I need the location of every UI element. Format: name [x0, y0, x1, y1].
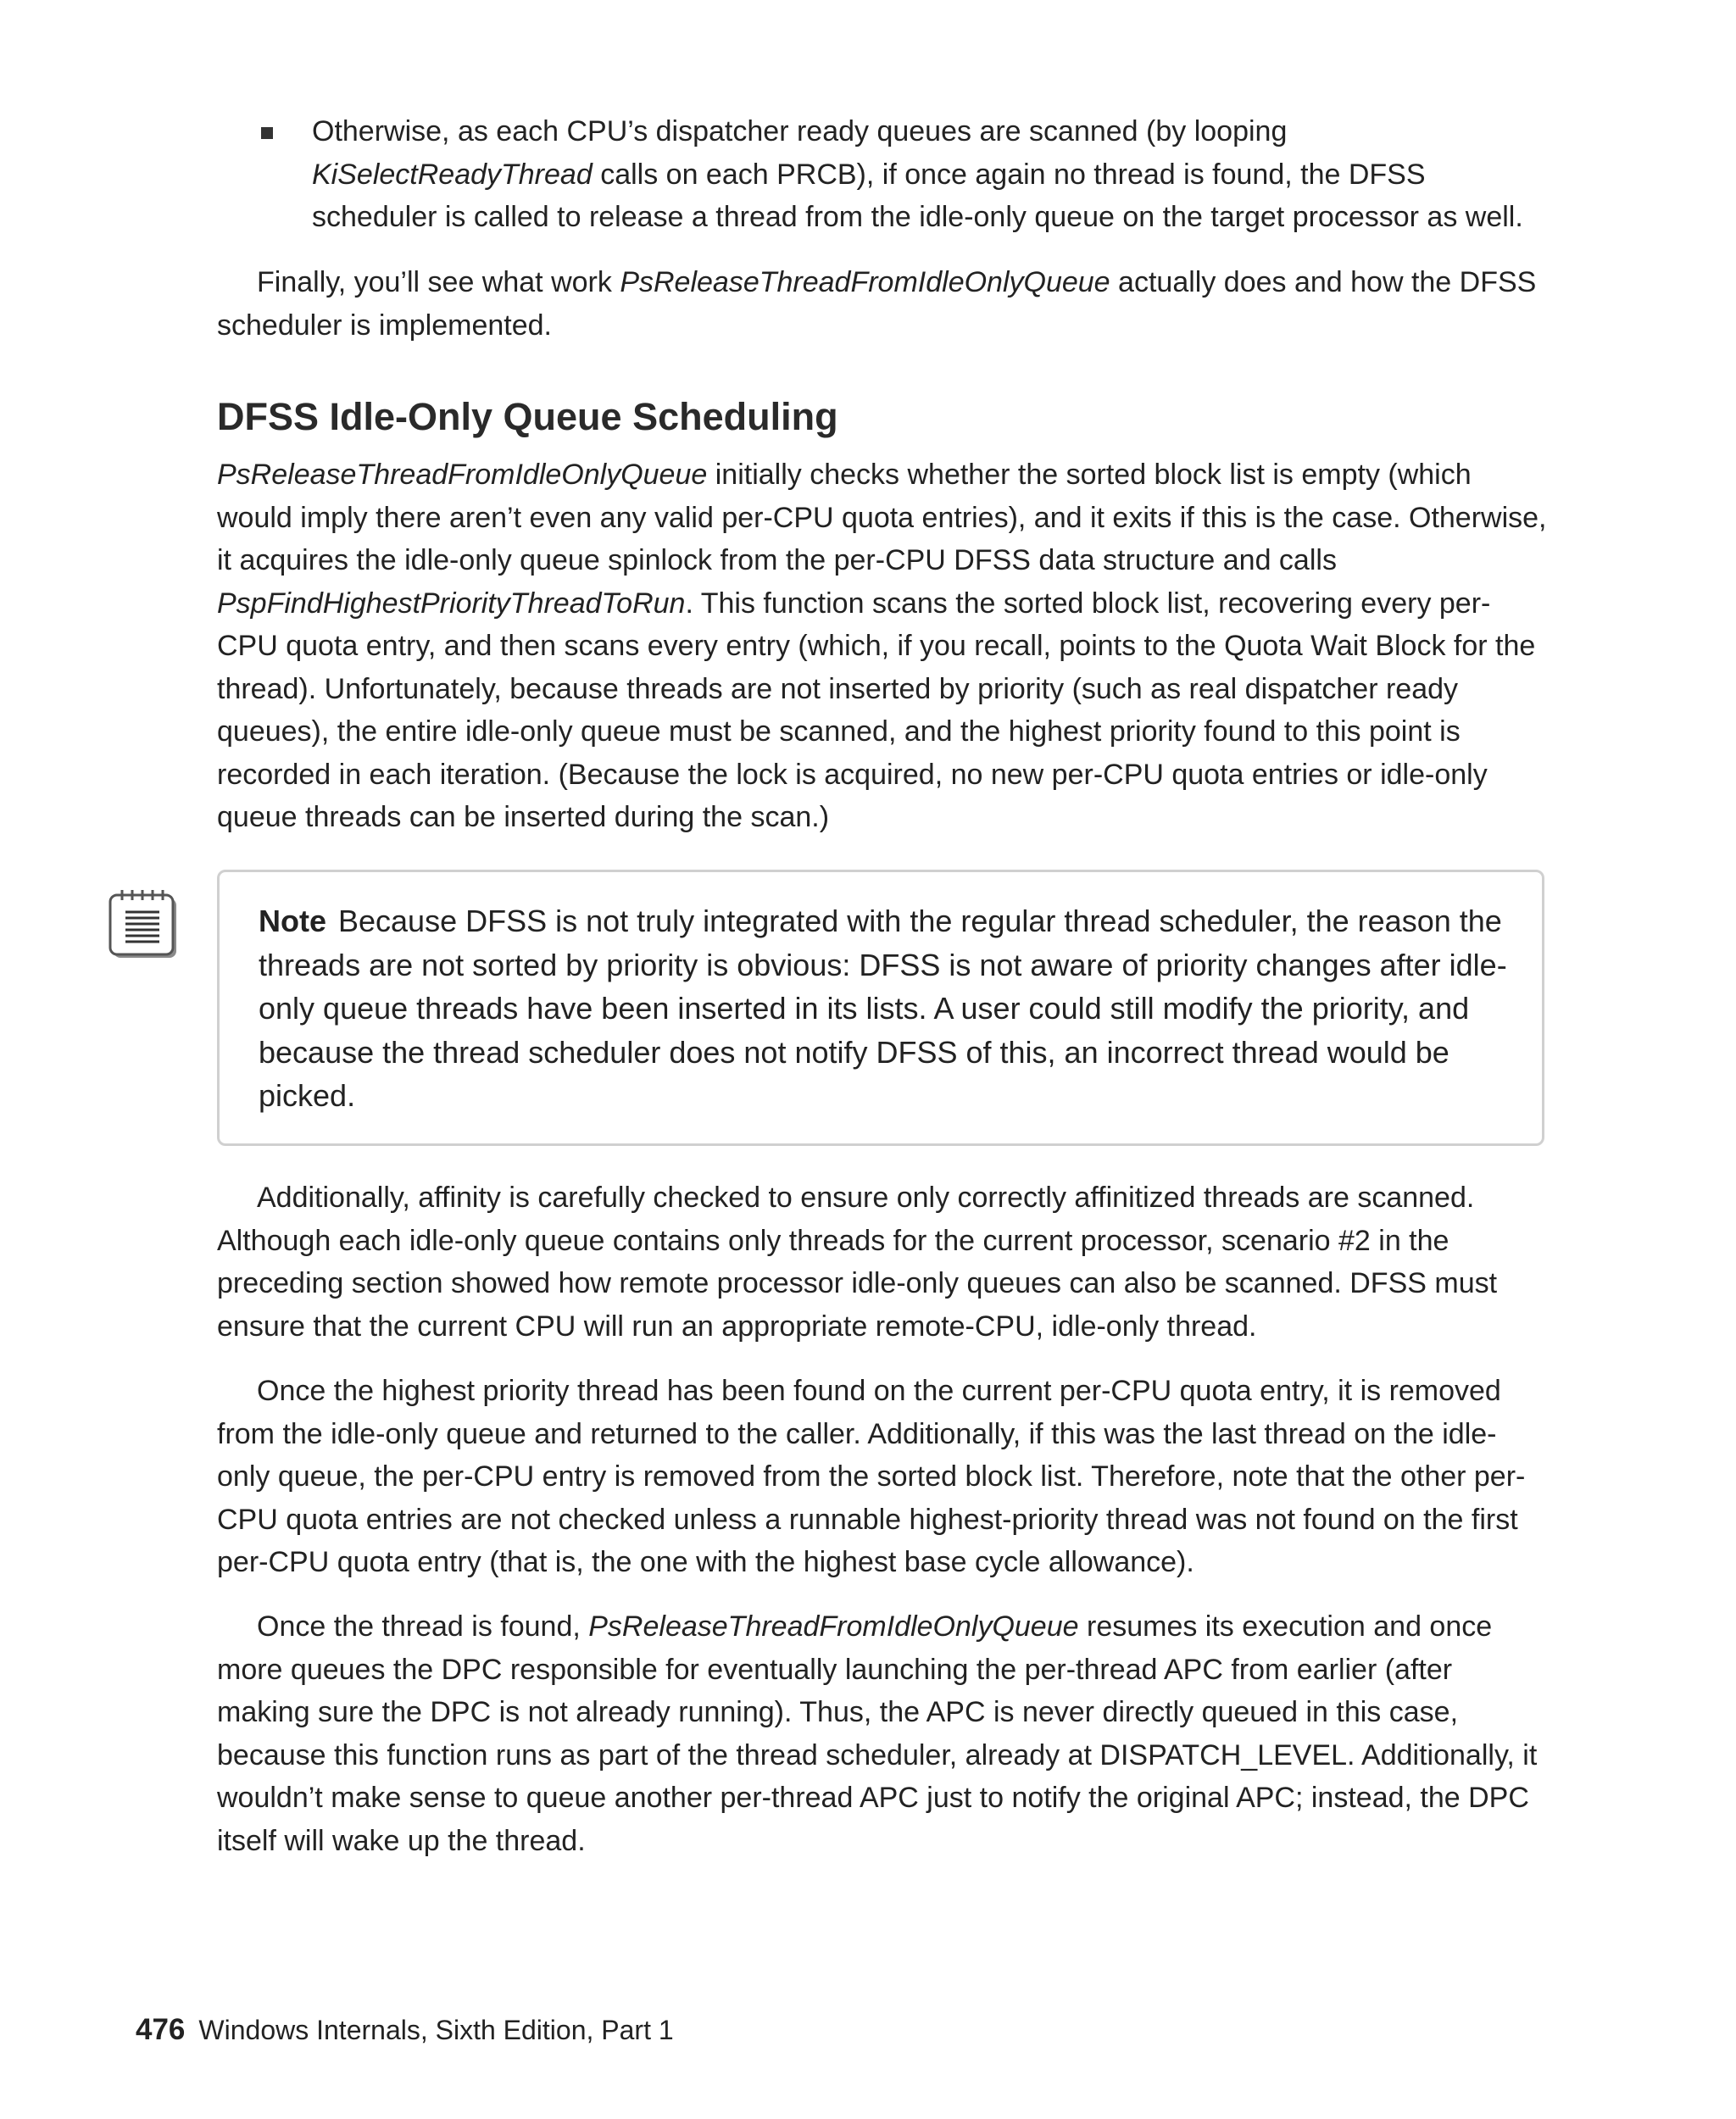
function-name: PsReleaseThreadFromIdleOnlyQueue — [217, 459, 708, 491]
note-body: Because DFSS is not truly integrated with the regular thread scheduler, the reason the threads are not sorted by priority is obvious: DFSS is not aware of priority changes after idle-only queue threads have been inserted in its lists. A user could still modify the priority, and because the thread scheduler does not notify DFSS of this, an incorrect thread would be picked. — [259, 904, 1507, 1113]
paragraph-once-highest: Once the highest priority thread has been found on the current per-CPU quota entry, it is removed from the idle-only queue and returned to the caller. Additionally, if this was the last thread on the idle-only queue, the per-CPU entry is removed from the sorted block list. Therefore, note that the other per-CPU quota entries are not checked unless a runnable highest-priority thread was not found on the first per-CPU quota entry (that is, the one with the highest base cycle allowance). — [217, 1375, 1526, 1578]
page-footer — [136, 2009, 674, 2051]
bullet-list-item — [217, 110, 1548, 239]
note-label: Note — [259, 904, 326, 938]
bullet-text — [312, 110, 1548, 239]
function-name: PsReleaseThreadFromIdleOnlyQueue — [620, 266, 1110, 298]
paragraph-text: initially checks whether the sorted block list is empty (which would imply there aren’t even any valid per-CPU quota entries), and it exits if this is the case. Otherwise, it acquires the idle-only queue spinlock from the per-CPU DFSS data structure and calls — [217, 459, 1547, 576]
paragraph-section-intro — [217, 453, 1548, 839]
square-bullet-icon — [261, 127, 273, 139]
note-box — [217, 870, 1544, 1146]
paragraph-once-found — [217, 1605, 1548, 1862]
paragraph-text: resumes its execution and once more queues the DPC responsible for eventually launching the per-thread APC from earlier (after making sure the DPC is not already running). Thus, the APC is never directly queued in this case, because this function runs as part of the thread scheduler, already at DISPATCH_LEVEL. Additionally, it wouldn’t make sense to queue another per-thread APC just to notify the original APC; instead, the DPC itself will wake up the thread. — [217, 1610, 1538, 1857]
function-name: PspFindHighestPriorityThreadToRun — [217, 587, 686, 620]
page-number: 476 — [136, 2013, 186, 2046]
bullet-text-post: calls on each PRCB), if once again no thread is found, the DFSS scheduler is called to release a thread from the idle-only queue on the target processor as well. — [312, 158, 1523, 233]
note-text — [259, 899, 1513, 1118]
paragraph-affinity: Additionally, affinity is carefully checked to ensure only correctly affinitized threads are scanned. Although each idle-only queue contains only threads for the current processor, scenario #2 in the preceding section showed how remote processor idle-only queues can also be scanned. DFSS must ensure that the current CPU will run an appropriate remote-CPU, idle-only thread. — [217, 1182, 1498, 1343]
note-icon — [108, 888, 180, 961]
bullet-function-name: KiSelectReadyThread — [312, 158, 593, 191]
paragraph-text: Finally, you’ll see what work — [257, 266, 620, 298]
bullet-text-pre: Otherwise, as each CPU’s dispatcher ready queues are scanned (by looping — [312, 115, 1288, 147]
paragraph-text: actually does and how the DFSS scheduler is implemented. — [217, 266, 1537, 342]
paragraph-finally — [217, 261, 1548, 347]
book-title: Windows Internals, Sixth Edition, Part 1 — [198, 2015, 674, 2045]
paragraph-text: . This function scans the sorted block list, recovering every per-CPU quota entry, and then scans every entry (which, if you recall, points to the Quota Wait Block for the thread). Unfortunately, because threads are not inserted by priority (such as real dispatcher ready queues), the entire idle-only queue must be scanned, and the highest priority found to this point is recorded in each iteration. (Because the lock is acquired, no new per-CPU quota entries or idle-only queue threads can be inserted during the scan.) — [217, 587, 1536, 833]
section-heading: DFSS Idle-Only Queue Scheduling — [217, 395, 838, 438]
paragraph-text: Once the thread is found, — [257, 1610, 589, 1643]
function-name: PsReleaseThreadFromIdleOnlyQueue — [588, 1610, 1079, 1643]
